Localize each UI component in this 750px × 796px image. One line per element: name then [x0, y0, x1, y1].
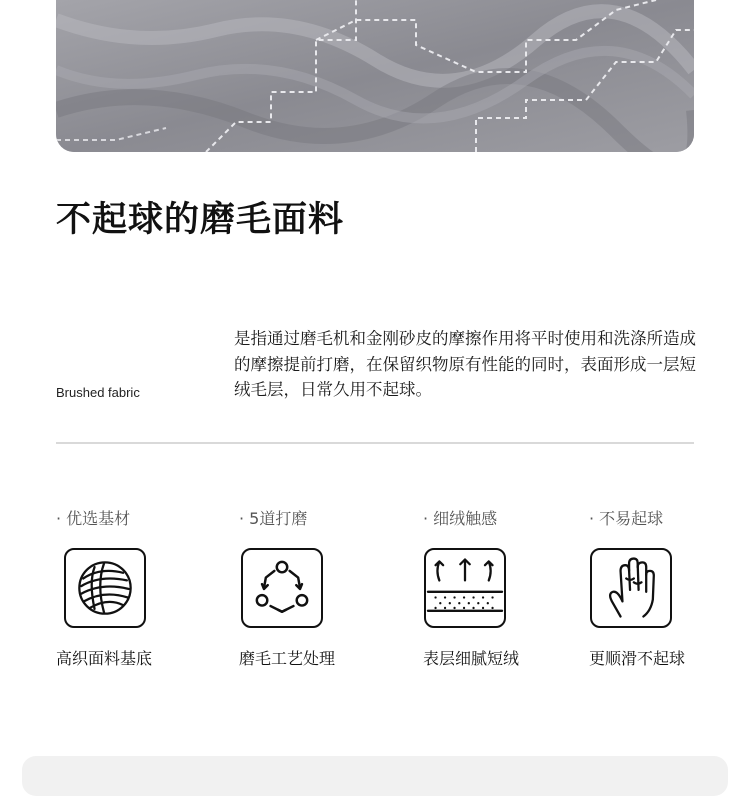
feature-caption: 磨毛工艺处理: [239, 649, 336, 668]
description-text: 是指通过磨毛机和金刚砂皮的摩擦作用将平时使用和洗涤所造成的摩擦提前打磨，在保留织物原有性能的同时，表面形成一层短绒毛层，日常久用不起球。: [234, 329, 696, 399]
next-section-card: [22, 756, 728, 796]
section-title: 不起球的磨毛面料: [56, 200, 345, 240]
quilted-fabric-texture: [56, 0, 694, 152]
feature-five-polishing: [239, 508, 399, 669]
english-label: Brushed fabric: [56, 385, 140, 400]
feature-caption: 表层细腻短绒: [423, 649, 520, 668]
feature-title: · 优选基材: [56, 509, 131, 528]
hand-touch-icon: [590, 548, 672, 628]
fleece-layer-icon: [424, 548, 506, 628]
wool-icon: [64, 548, 146, 628]
feature-fine-touch: [423, 508, 583, 669]
process-cycle-icon: [241, 548, 323, 628]
feature-base-material: [56, 508, 216, 669]
feature-caption: 更顺滑不起球: [589, 649, 686, 668]
feature-title: · 不易起球: [589, 509, 664, 528]
hero-fabric-image: [56, 0, 694, 152]
divider: [56, 442, 694, 444]
feature-anti-pilling: [589, 508, 749, 669]
feature-title: · 5道打磨: [239, 509, 308, 528]
feature-title: · 细绒触感: [423, 509, 498, 528]
feature-caption: 高织面料基底: [56, 649, 153, 668]
